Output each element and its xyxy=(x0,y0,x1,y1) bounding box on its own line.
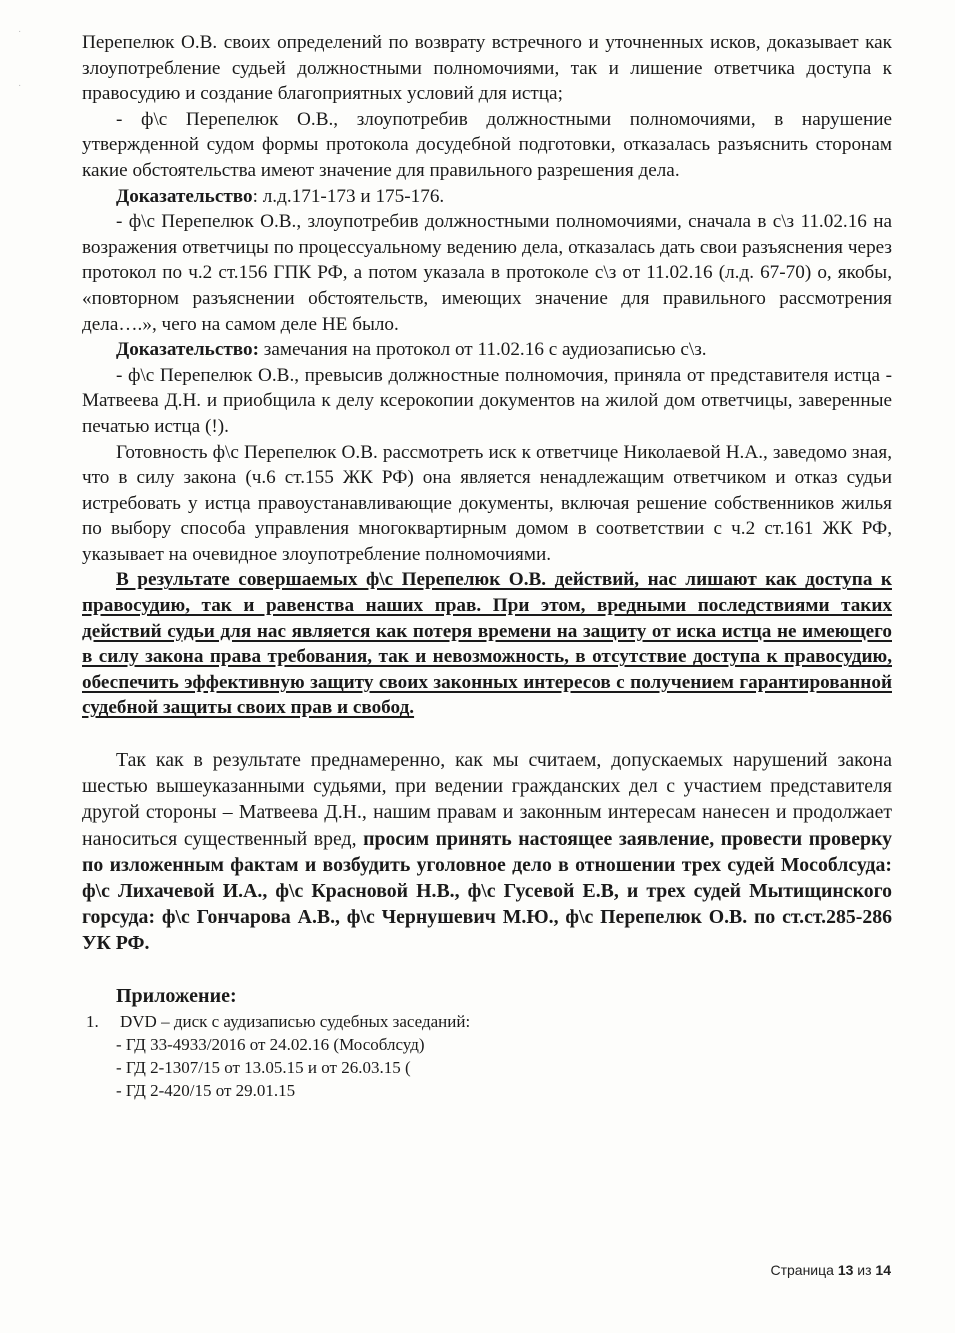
attachment-subitem: - ГД 33-4933/2016 от 24.02.16 (Мособлсуд) xyxy=(116,1034,425,1054)
paragraph: - ф\с Перепелюк О.В., злоупотребив должностными полномочиями, в нарушение утвержденной судом формы протокола досудебной подготовки, отказалась разъяснить сторонам какие обстоятельства имеют значение для правильного разрешения дела. xyxy=(82,108,892,181)
current-page: 13 xyxy=(837,1262,854,1278)
total-pages: 14 xyxy=(875,1262,891,1278)
paragraph: Готовность ф\с Перепелюк О.В. рассмотреть иск к ответчице Николаевой Н.А., заведомо зная, что в силу закона (ч.6 ст.155 ЖК РФ) она является ненадлежащим ответчиком и отказ судьи истребовать у истца правоустанавливающие документы, включая решение собственников жилья по выбору способа управления многоквартирным домом в соответствии с ч.2 ст.161 ЖК РФ, указывает на очевидное злоупотребление полномочиями. xyxy=(82,441,892,565)
paragraph: - ф\с Перепелюк О.В., злоупотребив должностными полномочиями, сначала в с\з 11.02.16 на возражения ответчицы по процессуальному ведению дела, отказалась дать свои разъяснения через протокол по ч.2 ст.156 ГПК РФ, а потом указала в протоколе с\з от 11.02.16 (л.д. 67-70) о, якобы, «повторном разъяснении обстоятельств, имеющих значение для правильного рассмотрения дела….», чего на самом деле НЕ было. xyxy=(82,211,892,335)
page-of: из xyxy=(853,1262,876,1278)
scan-mark: · xyxy=(18,26,22,37)
evidence-line xyxy=(82,184,892,210)
evidence-text: : л.д.171-173 и 175-176. xyxy=(252,185,445,207)
evidence-label: Доказательство xyxy=(116,185,253,207)
request-paragraph xyxy=(82,747,892,957)
page-prefix: Страница xyxy=(770,1262,838,1278)
attachment-number: 1. xyxy=(86,1011,99,1031)
spacer xyxy=(82,721,892,747)
paragraph: - ф\с Перепелюк О.В., превысив должностные полномочия, приняла от представителя истца - Матвеева Д.Н. и приобщила к делу ксерокопии документов на жилой дом ответчицы, заверенные печатью истца (!). xyxy=(82,364,892,437)
attachment-subitem: - ГД 2-420/15 от 29.01.15 xyxy=(116,1080,296,1100)
evidence-line xyxy=(82,337,892,363)
paragraph: Перепелюк О.В. своих определений по возврату встречного и уточненных исков, доказывает как злоупотребление судьей должностными полномочиями, так и лишение ответчика доступа к правосудию и создание благоприятных условий для истца; xyxy=(82,32,892,105)
request-intro: Так как в результате преднамеренно, как мы считаем, допускаемых нарушений закона шестью вышеуказанными судьями, при ведении гражданских дел с участием представителя другой стороны – Матвеева Д.Н., нашим правам и законным интересам нанесен и продолжает наноситься существенный вред, xyxy=(82,749,892,850)
evidence-text: замечания на протокол от 11.02.16 с аудиозаписью с\з. xyxy=(258,339,707,361)
evidence-label: Доказательство: xyxy=(116,339,259,361)
page-number xyxy=(770,1262,891,1278)
attachment-subitem: - ГД 2-1307/15 от 13.05.15 и от 26.03.15 ( xyxy=(116,1057,411,1077)
request-bold: просим принять настоящее заявление, провести проверку по изложенным фактам и возбудить уголовное дело в отношении трех судей Мособлсуда: ф\с Лихачевой И.А., ф\с Красновой Н.В., ф\с Гусевой Е.В, и трех судей Мытищинского горсуда: ф\с Гончарова А.В., ф\с Чернушевич М.Ю., ф\с Перепелюк О.В. по ст.ст.285-286 УК РФ. xyxy=(82,827,892,955)
attachments-title: Приложение: xyxy=(116,984,237,1007)
scan-mark: · xyxy=(18,80,22,91)
attachment-text: DVD – диск с аудизаписью судебных заседаний: xyxy=(120,1011,471,1031)
underlined-paragraph: В результате совершаемых ф\с Перепелюк О.В. действий, нас лишают как доступа к правосудию, так и равенства наших прав. При этом, вредными последствиями таких действий судьи для нас является как потеря времени на защиту от иска истца не имеющего в силу закона права требования, так и невозможность, в отсутствие доступа к правосудию, обеспечить эффективную защиту своих законных интересов с получением гарантированной судебной защиты своих прав и свобод. xyxy=(82,569,892,719)
document-page xyxy=(82,30,892,1102)
attachment-item xyxy=(82,1010,892,1033)
